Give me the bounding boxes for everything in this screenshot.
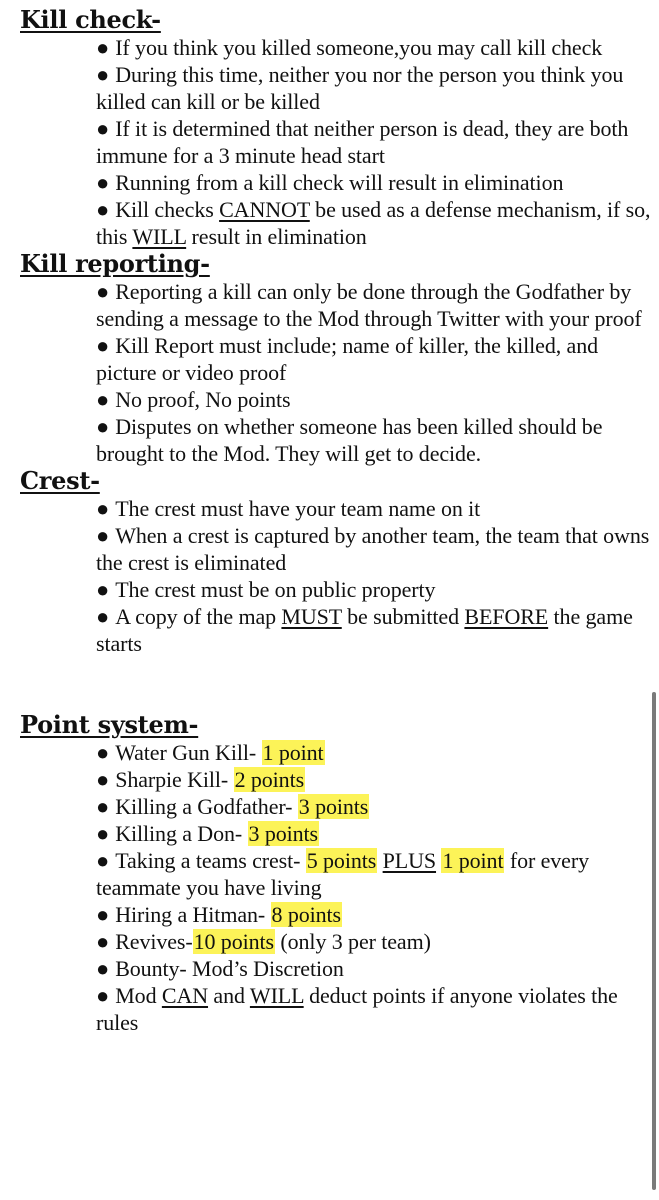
section-heading: Point system- (20, 710, 199, 739)
highlighted-points: 5 points (306, 848, 377, 873)
section-kill-reporting (0, 250, 659, 467)
item-text: When a crest is captured by another team, the team that owns the crest is eliminated (96, 523, 650, 575)
bullet-icon: ● (96, 821, 110, 846)
item-text: Kill checks (115, 197, 220, 222)
highlighted-points: 1 point (442, 848, 504, 873)
bullet-item (96, 413, 656, 467)
bullet-item (96, 61, 656, 115)
highlighted-points: 2 points (234, 767, 305, 792)
item-text: Mod (115, 983, 162, 1008)
item-text: If you think you killed someone,you may call kill check (115, 35, 603, 60)
item-text: The crest must be on public property (115, 577, 436, 602)
section-kill-check (0, 6, 659, 250)
bullet-icon: ● (96, 767, 110, 792)
underlined-text: CANNOT (219, 197, 310, 222)
section-heading: Crest- (20, 466, 100, 495)
bullet-icon: ● (96, 35, 110, 60)
section-crest (0, 467, 659, 657)
bullet-item (96, 576, 656, 603)
item-text: Hiring a Hitman- (115, 902, 271, 927)
bullet-item (96, 603, 656, 657)
section-heading: Kill check- (20, 5, 161, 34)
item-text: Kill Report must include; name of killer, the killed, and picture or video proof (96, 333, 599, 385)
bullet-list (96, 495, 656, 657)
bullet-icon: ● (96, 414, 110, 439)
bullet-item (96, 847, 656, 901)
item-text: Killing a Godfather- (115, 794, 298, 819)
bullet-list (96, 34, 656, 250)
highlighted-points: 3 points (298, 794, 369, 819)
bullet-icon: ● (96, 929, 110, 954)
bullet-icon: ● (96, 902, 110, 927)
bullet-icon: ● (96, 387, 110, 412)
bullet-icon: ● (96, 333, 110, 358)
bullet-icon: ● (96, 983, 110, 1008)
bullet-item (96, 820, 656, 847)
item-text: Disputes on whether someone has been killed should be brought to the Mod. They will get to decide. (96, 414, 603, 466)
item-text: Reporting a kill can only be done through the Godfather by sending a message to the Mod through Twitter with your proof (96, 279, 642, 331)
underlined-text: BEFORE (464, 604, 549, 629)
item-text: Running from a kill check will result in elimination (115, 170, 564, 195)
bullet-icon: ● (96, 740, 110, 765)
bullet-item (96, 522, 656, 576)
bullet-icon: ● (96, 170, 110, 195)
item-text: A copy of the map (115, 604, 282, 629)
item-text: If it is determined that neither person is dead, they are both immune for a 3 minute head start (96, 116, 629, 168)
item-text: Revives- (115, 929, 193, 954)
section-point-system (0, 711, 659, 1036)
underlined-text: WILL (132, 224, 187, 249)
bullet-icon: ● (96, 197, 110, 222)
bullet-item (96, 115, 656, 169)
item-text: Sharpie Kill- (115, 767, 234, 792)
bullet-item (96, 34, 656, 61)
bullet-item (96, 901, 656, 928)
item-text: be used as a defense mechanism, if so, this (96, 197, 651, 249)
item-text: (only 3 per team) (275, 929, 431, 954)
bullet-item (96, 955, 656, 982)
underlined-text: PLUS (382, 848, 437, 873)
item-text: During this time, neither you nor the person you think you killed can kill or be killed (96, 62, 624, 114)
item-text: No proof, No points (115, 387, 291, 412)
bullet-item (96, 928, 656, 955)
underlined-text: MUST (281, 604, 342, 629)
item-text: Taking a teams crest- (115, 848, 306, 873)
bullet-item (96, 386, 656, 413)
highlighted-points: 8 points (271, 902, 342, 927)
spacer (0, 657, 659, 711)
bullet-icon: ● (96, 496, 110, 521)
bullet-icon: ● (96, 116, 110, 141)
bullet-item (96, 982, 656, 1036)
section-heading: Kill reporting- (20, 249, 210, 278)
bullet-item (96, 766, 656, 793)
item-text: Killing a Don- (115, 821, 248, 846)
item-text: Bounty- Mod’s Discretion (115, 956, 344, 981)
item-text: the game starts (96, 604, 633, 656)
bullet-list (96, 739, 656, 1036)
bullet-item (96, 495, 656, 522)
bullet-icon: ● (96, 279, 110, 304)
underlined-text: CAN (161, 983, 209, 1008)
item-text: for every teammate you have living (96, 848, 589, 900)
bullet-item (96, 332, 656, 386)
bullet-icon: ● (96, 577, 110, 602)
bullet-item (96, 169, 656, 196)
bullet-item (96, 793, 656, 820)
highlighted-points: 1 point (262, 740, 324, 765)
bullet-item (96, 196, 656, 250)
bullet-icon: ● (96, 848, 110, 873)
item-text: be submitted (341, 604, 465, 629)
highlighted-points: 10 points (193, 929, 274, 954)
bullet-icon: ● (96, 956, 110, 981)
bullet-list (96, 278, 656, 467)
bullet-icon: ● (96, 62, 110, 87)
bullet-icon: ● (96, 604, 110, 629)
item-text: deduct points if anyone violates the rules (96, 983, 618, 1035)
item-text: The crest must have your team name on it (115, 496, 481, 521)
bullet-item (96, 739, 656, 766)
highlighted-points: 3 points (248, 821, 319, 846)
bullet-icon: ● (96, 794, 110, 819)
underlined-text: WILL (249, 983, 304, 1008)
item-text: result in elimination (186, 224, 367, 249)
bullet-icon: ● (96, 523, 110, 548)
item-text: and (208, 983, 250, 1008)
bullet-item (96, 278, 656, 332)
scrollbar-thumb[interactable] (652, 692, 656, 1190)
item-text: Water Gun Kill- (115, 740, 262, 765)
